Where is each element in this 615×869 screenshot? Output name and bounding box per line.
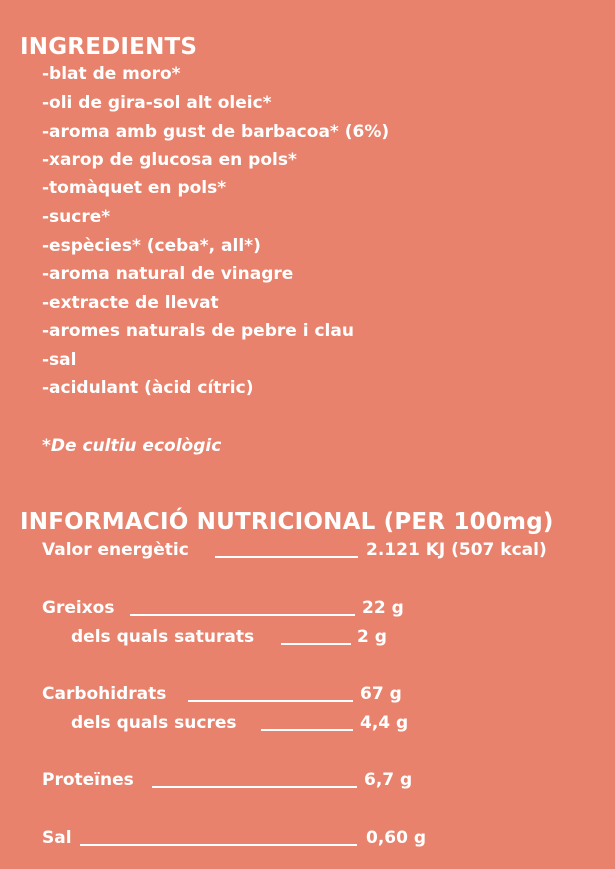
ingredient-item: -aromes naturals de pebre i clau (42, 321, 354, 341)
nutrition-label-salt: Sal (42, 828, 72, 848)
nutrition-label-energy: Valor energètic (42, 540, 189, 560)
ingredient-item: -oli de gira-sol alt oleic* (42, 93, 272, 113)
ingredient-item: -sucre* (42, 207, 111, 227)
ingredient-item: -extracte de llevat (42, 293, 219, 313)
ingredient-item: -tomàquet en pols* (42, 178, 227, 198)
dotted-leader (261, 729, 353, 731)
nutrition-value-fat: 22 g (362, 598, 404, 618)
nutrition-value-saturated: 2 g (357, 627, 387, 647)
nutrition-value-sugars: 4,4 g (360, 713, 409, 733)
nutrition-label-saturated: dels quals saturats (71, 627, 255, 647)
ingredient-item: -blat de moro* (42, 64, 181, 84)
dotted-leader (215, 556, 358, 558)
organic-note: *De cultiu ecològic (42, 436, 222, 456)
ingredient-item: -aroma natural de vinagre (42, 264, 294, 284)
dotted-leader (130, 614, 355, 616)
nutrition-value-protein: 6,7 g (364, 770, 413, 790)
nutrition-label-carbs: Carbohidrats (42, 684, 167, 704)
ingredient-item: -aroma amb gust de barbacoa* (6%) (42, 122, 390, 142)
ingredient-item: -sal (42, 350, 77, 370)
dotted-leader (188, 700, 353, 702)
nutrition-label-fat: Greixos (42, 598, 115, 618)
nutrition-label-protein: Proteïnes (42, 770, 134, 790)
nutrition-label-sugars: dels quals sucres (71, 713, 237, 733)
dotted-leader (281, 643, 351, 645)
dotted-leader (152, 786, 357, 788)
ingredients-title: INGREDIENTS (20, 34, 198, 60)
ingredient-item: -xarop de glucosa en pols* (42, 150, 297, 170)
ingredient-item: -acidulant (àcid cítric) (42, 378, 254, 398)
nutrition-title: INFORMACIÓ NUTRICIONAL (PER 100mg) (20, 509, 554, 535)
dotted-leader (80, 844, 357, 846)
nutrition-value-salt: 0,60 g (366, 828, 427, 848)
ingredient-item: -espècies* (ceba*, all*) (42, 236, 261, 256)
nutrition-value-carbs: 67 g (360, 684, 402, 704)
nutrition-value-energy: 2.121 KJ (507 kcal) (366, 540, 547, 560)
